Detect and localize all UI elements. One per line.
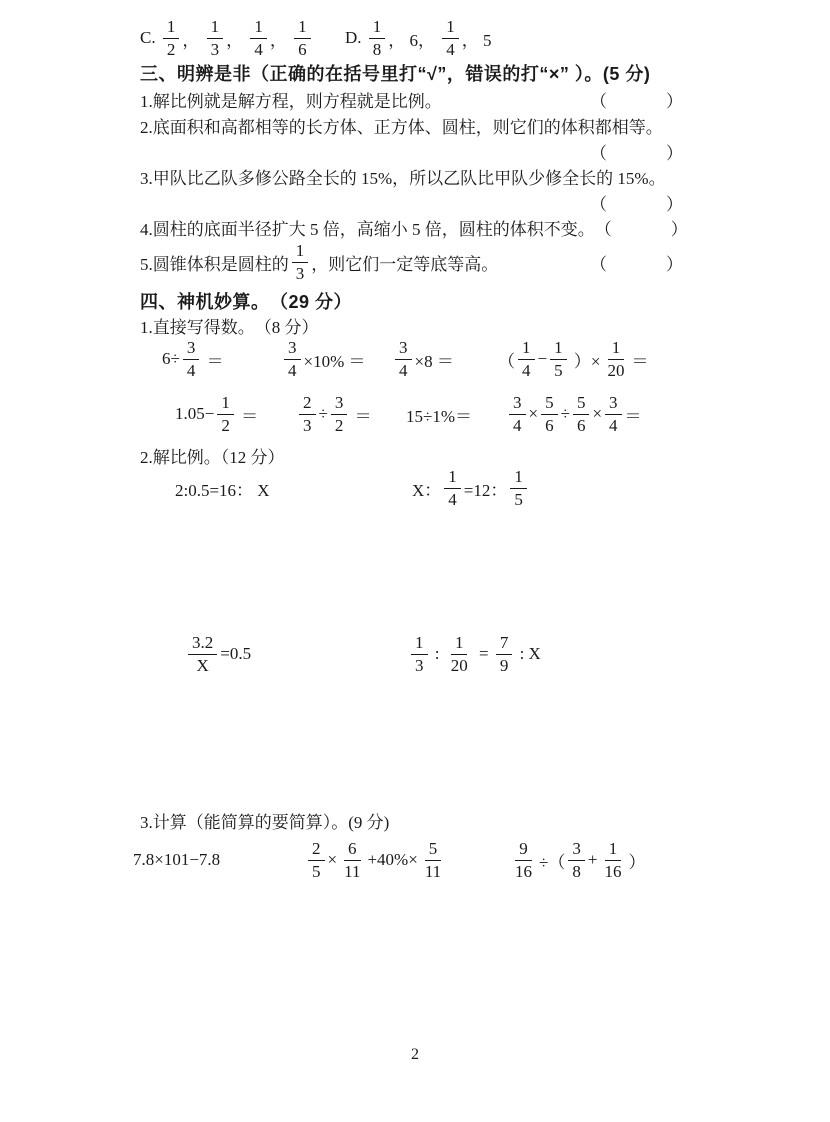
fraction: [369, 17, 386, 59]
fraction: [299, 393, 316, 435]
fraction-denominator: 4: [446, 39, 455, 59]
proportion-item[interactable]: [412, 462, 530, 514]
section3-heading: 三、明辨是非（正确的在括号里打“√”，错误的打“×” ）。(5 分): [140, 64, 651, 84]
page-number: 2: [411, 1046, 419, 1063]
tf-question-2-answer-paren[interactable]: （ ）: [590, 144, 685, 163]
fraction: [411, 633, 428, 675]
math-text: ÷: [560, 404, 570, 423]
math-text: ）×: [569, 351, 601, 371]
calc-item[interactable]: [392, 333, 454, 385]
tf-question-3-answer-row: [140, 190, 685, 215]
fraction: [510, 467, 527, 509]
fraction-numerator: 1: [411, 633, 428, 655]
fraction-numerator: 3: [183, 338, 200, 360]
math-text: +: [587, 850, 598, 869]
tf-question-5-answer-paren[interactable]: （ ）: [590, 254, 685, 274]
tf-question-5-text: [140, 241, 498, 283]
fraction-denominator: 3: [303, 415, 312, 435]
math-text: −: [537, 349, 548, 368]
math-text: +40%×: [367, 850, 418, 869]
proportion-item[interactable]: [175, 462, 270, 514]
calc-item[interactable]: [305, 832, 448, 888]
tf-question-4-answer-paren[interactable]: （ ）: [594, 220, 690, 239]
section4-sub2-heading: 2.解比例。（12 分）: [140, 448, 285, 467]
fraction-denominator: 2: [166, 39, 176, 59]
math-text: =12：: [463, 480, 508, 500]
fraction-numerator: 1: [294, 17, 311, 39]
math-text: ）: [628, 852, 646, 872]
math-text: 6÷: [162, 349, 180, 368]
fraction-denominator: 16: [604, 861, 622, 881]
section4-heading: 四、神机妙算。 （29 分）: [140, 292, 353, 312]
fraction-denominator: 9: [499, 655, 509, 675]
fraction-numerator: 1: [217, 393, 234, 415]
fraction: [250, 17, 267, 59]
tf-question-1-text: 1.解比例就是解方程，则方程就是比例。: [140, 92, 442, 111]
math-text: ，则它们一定等底等高。: [311, 254, 499, 274]
fraction-numerator: 5: [425, 839, 442, 861]
section4-sub1-heading: 1.直接写得数。 （8 分）: [140, 318, 319, 337]
fraction-numerator: 3: [284, 338, 301, 360]
fraction: [183, 338, 200, 380]
fraction-numerator: 6: [344, 839, 361, 861]
math-text: ＝: [350, 406, 372, 426]
math-text: =: [474, 644, 493, 663]
fraction: [568, 839, 585, 881]
math-text: 1.05−: [175, 404, 215, 423]
fraction-denominator: 20: [607, 360, 625, 380]
fraction: [605, 393, 622, 435]
fraction-numerator: 3.2: [188, 633, 217, 655]
fraction-denominator: 4: [448, 489, 457, 509]
math-text: ＝: [624, 406, 642, 426]
fraction-numerator: 2: [308, 839, 325, 861]
fraction-numerator: 1: [163, 17, 180, 39]
fraction-numerator: 1: [444, 467, 461, 489]
fraction-numerator: 1: [207, 17, 224, 39]
math-text: ， 6，: [388, 30, 440, 50]
tf-question-5: [140, 237, 685, 287]
math-text: ×: [592, 404, 603, 423]
fraction: [340, 839, 364, 881]
fraction-numerator: 1: [369, 17, 386, 39]
math-text: ＝: [236, 406, 259, 426]
tf-question-1: [140, 87, 685, 112]
math-text: ＝: [202, 351, 224, 371]
tf-question-2-answer-row: [140, 139, 685, 164]
fraction-denominator: 6: [545, 415, 554, 435]
calc-item[interactable]: [506, 388, 642, 440]
tf-question-2-text: 2.底面积和高都相等的长方体、正方体、圆柱，则它们的体积都相等。: [140, 118, 663, 137]
fraction-numerator: 1: [518, 338, 535, 360]
fraction-denominator: 8: [372, 39, 382, 59]
fraction: [518, 338, 535, 380]
calc-item[interactable]: [296, 388, 372, 440]
fraction-denominator: 6: [298, 39, 307, 59]
fraction-denominator: 2: [334, 415, 344, 435]
math-text: ×: [528, 404, 539, 423]
tf-question-1-answer-paren[interactable]: （ ）: [590, 92, 685, 111]
fraction: [331, 393, 348, 435]
fraction: [603, 338, 628, 380]
fraction-denominator: 4: [513, 415, 522, 435]
fraction: [395, 338, 412, 380]
fraction-numerator: 1: [605, 839, 622, 861]
fraction-denominator: 3: [295, 263, 305, 283]
fraction-numerator: 1: [608, 338, 625, 360]
fraction-denominator: 5: [514, 489, 523, 509]
proportion-item[interactable]: [185, 626, 251, 682]
fraction: [207, 17, 224, 59]
fraction-numerator: 1: [510, 467, 527, 489]
math-text: : X: [515, 644, 541, 663]
fraction: [509, 393, 526, 435]
tf-question-2: [140, 113, 685, 138]
fraction: [600, 839, 625, 881]
tf-question-3-answer-paren[interactable]: （ ）: [590, 195, 685, 214]
math-text: （: [498, 351, 515, 371]
fraction-numerator: 1: [250, 17, 267, 39]
fraction-denominator: 8: [572, 861, 581, 881]
fraction-numerator: 1: [442, 17, 459, 39]
calc-item[interactable]: [162, 333, 224, 385]
calc-item[interactable]: [406, 388, 472, 440]
math-text: ×10% ＝: [303, 351, 366, 371]
math-text: ，: [182, 30, 204, 50]
fraction-numerator: 1: [451, 633, 468, 655]
fraction-denominator: 5: [312, 861, 321, 881]
fraction-numerator: 1: [550, 338, 567, 360]
calc-item[interactable]: [508, 832, 645, 888]
math-text: C.: [140, 28, 160, 47]
fraction: [573, 393, 590, 435]
math-text: ×8 ＝: [414, 351, 454, 371]
fraction-numerator: 5: [541, 393, 558, 415]
fraction-denominator: 5: [554, 360, 563, 380]
math-text: ， 5: [461, 30, 492, 50]
fraction-denominator: 3: [210, 39, 220, 59]
fraction-numerator: 3: [331, 393, 348, 415]
fraction: [421, 839, 445, 881]
math-text: ，: [269, 30, 292, 50]
section4-sub3-heading: 3.计算（能简算的要简算）。(9 分): [140, 813, 390, 832]
tf-question-3-text: 3.甲队比乙队多修公路全长的 15%，所以乙队比甲队少修全长的 15%。: [140, 169, 666, 188]
fraction: [284, 338, 301, 380]
fraction-denominator: 11: [344, 861, 361, 881]
math-text: X：: [412, 480, 442, 500]
fraction-numerator: 3: [395, 338, 412, 360]
fraction: [541, 393, 558, 435]
fraction: [308, 839, 325, 881]
fraction-numerator: 5: [573, 393, 590, 415]
proportion-item[interactable]: [408, 626, 541, 682]
fraction-denominator: 20: [450, 655, 468, 675]
fraction-numerator: 9: [515, 839, 532, 861]
fraction: [294, 17, 311, 59]
fraction-denominator: 6: [576, 415, 586, 435]
math-text: ÷: [318, 404, 328, 423]
fraction-denominator: 2: [221, 415, 230, 435]
fraction-numerator: 3: [568, 839, 585, 861]
fraction-numerator: 2: [299, 393, 316, 415]
fraction: [447, 633, 472, 675]
fraction-denominator: 16: [515, 861, 532, 881]
option-c-sequence: [140, 14, 314, 62]
math-text: ，: [226, 30, 248, 50]
math-text: 5.圆锥体积是圆柱的: [140, 254, 289, 274]
fraction: [217, 393, 234, 435]
fraction: [550, 338, 567, 380]
fraction-numerator: 3: [605, 393, 622, 415]
option-d-sequence: [345, 14, 492, 62]
fraction-denominator: 4: [186, 360, 196, 380]
fraction-numerator: 3: [509, 393, 526, 415]
math-text: 2:0.5=16： X: [175, 480, 270, 500]
fraction-denominator: X: [196, 655, 209, 675]
fraction-denominator: 3: [415, 655, 424, 675]
fraction: [444, 467, 461, 509]
fraction: [188, 633, 217, 675]
fraction-denominator: 4: [288, 360, 297, 380]
math-text: :: [430, 644, 444, 663]
fraction-denominator: 4: [399, 360, 408, 380]
math-text: ＝: [631, 351, 649, 371]
fraction-numerator: 1: [292, 241, 309, 263]
fraction: [163, 17, 180, 59]
math-text: 7.8×101−7.8: [133, 850, 221, 869]
calc-item[interactable]: [175, 388, 258, 440]
fraction-denominator: 11: [424, 861, 442, 881]
fraction: [442, 17, 459, 59]
fraction: [292, 241, 309, 283]
fraction: [511, 839, 536, 881]
fraction: [496, 633, 513, 675]
math-text: ÷（: [539, 852, 566, 872]
tf-question-4-text: 4.圆柱的底面半径扩大 5 倍，高缩小 5 倍，圆柱的体积不变。: [140, 220, 595, 239]
fraction-denominator: 4: [254, 39, 263, 59]
calc-item[interactable]: [133, 832, 220, 888]
math-text: 15÷1%＝: [406, 406, 472, 426]
math-text: =0.5: [220, 644, 252, 663]
tf-question-3: [140, 164, 685, 189]
fraction-denominator: 4: [522, 360, 531, 380]
calc-item[interactable]: [281, 333, 366, 385]
math-text: D.: [345, 28, 366, 47]
fraction-denominator: 4: [609, 415, 618, 435]
calc-item[interactable]: [498, 333, 648, 385]
math-text: ×: [327, 850, 338, 869]
fraction-numerator: 7: [496, 633, 513, 655]
